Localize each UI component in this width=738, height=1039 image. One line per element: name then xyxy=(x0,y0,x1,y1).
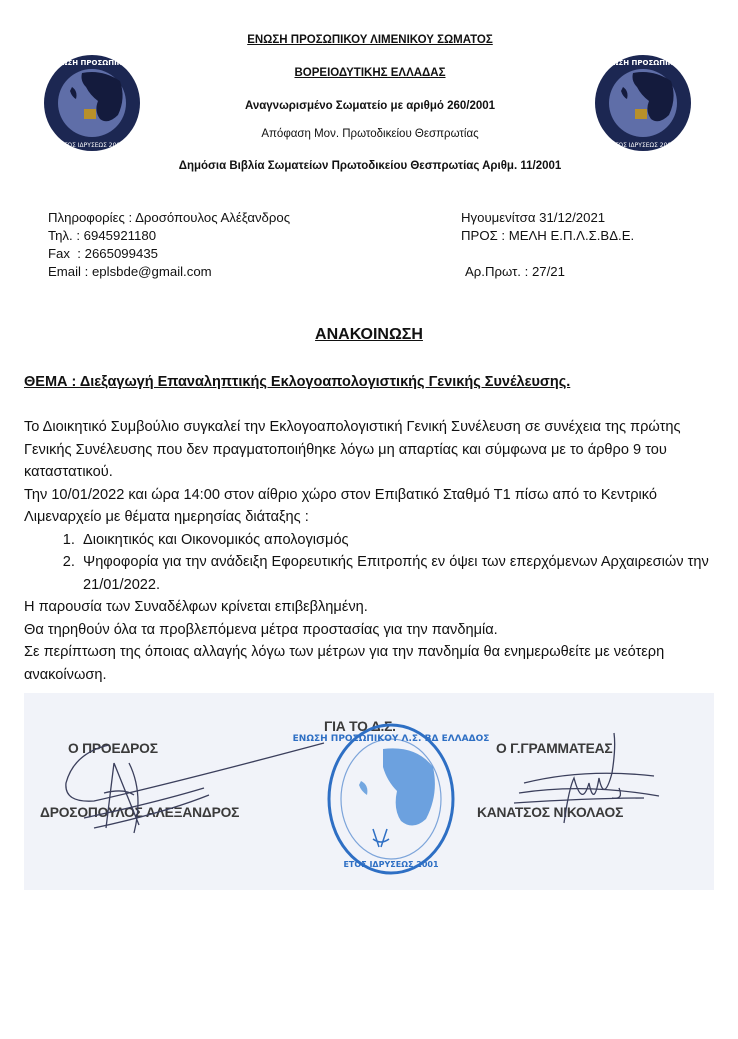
stamp-top-text: ΕΝΩΣΗ ΠΡΟΣΩΠΙΚΟΥ Λ.Σ. ΒΔ ΕΛΛΑΔΟΣ xyxy=(292,734,490,744)
contact-block xyxy=(48,209,290,281)
union-stamp-icon xyxy=(292,719,490,879)
registration-line: Αναγνωρισμένο Σωματείο με αριθμό 260/2001 xyxy=(244,100,496,112)
recipient: ΠΡΟΣ : ΜΕΛΗ Ε.Π.Λ.Σ.ΒΔ.Ε. xyxy=(461,228,635,243)
place-date: Ηγουμενίτσα 31/12/2021 xyxy=(461,210,606,225)
svg-text:ΕΝΩΣΗ ΠΡΟΣΩΠΙΚΟΥ: ΕΝΩΣΗ ΠΡΟΣΩΠΙΚΟΥ xyxy=(50,59,134,67)
agenda-item: 1. Διοικητικός και Οικονομικός απολογισμός xyxy=(79,529,724,552)
secretary-title: Ο Γ.ΓΡΑΜΜΑΤΕΑΣ xyxy=(496,741,613,756)
body-paragraph: Το Διοικητικό Συμβούλιο συγκαλεί την Εκλογοαπολογιστική Γενική Συνέλευση σε συνέχεια της πρώτης Γενικής Συνέλευσης που δεν πραγματοποιήθηκε λόγω μη απαρτίας και σύμφωνα με το άρθρο 9 του καταστατικού. xyxy=(24,419,681,480)
secretary-name: ΚΑΝΑΤΣΟΣ ΝΙΚΟΛΑΟΣ xyxy=(477,805,624,820)
union-logo-left-icon xyxy=(42,53,142,153)
signature-block xyxy=(24,693,714,890)
org-region: ΒΟΡΕΙΟΔΥΤΙΚΗΣ ΕΛΛΑΔΑΣ xyxy=(294,67,446,79)
union-logo-right-icon xyxy=(593,53,693,153)
stamp-bottom-text: ΕΤΟΣ ΙΔΡΥΣΕΩΣ 2001 xyxy=(343,860,439,869)
contact-person: Πληροφορίες : Δροσόπουλος Αλέξανδρος xyxy=(48,210,291,225)
svg-text:ΕΝΩΣΗ ΠΡΟΣΩΠΙΚΟΥ: ΕΝΩΣΗ ΠΡΟΣΩΠΙΚΟΥ xyxy=(601,59,685,67)
svg-text:ΕΤΟΣ ΙΔΡΥΣΕΩΣ 2001: ΕΤΟΣ ΙΔΡΥΣΕΩΣ 2001 xyxy=(59,142,125,149)
announcement-body xyxy=(24,416,724,686)
body-paragraph: Η παρουσία των Συναδέλφων κρίνεται επιβεβλημένη. xyxy=(24,599,368,615)
agenda-list xyxy=(24,529,724,597)
contact-fax: Fax : 2665099435 xyxy=(48,246,158,261)
contact-email: Email : eplsbde@gmail.com xyxy=(48,264,212,279)
for-board-label: ΓΙΑ ΤΟ Δ.Σ. xyxy=(324,719,396,734)
agenda-item: 2. Ψηφοφορία για την ανάδειξη Εφορευτικής Επιτροπής εν όψει των επερχόμενων Αρχαιρεσιών την 21/01/2022. xyxy=(79,551,724,596)
president-signature-icon xyxy=(54,733,354,843)
announcement-subject: ΘΕΜΑ : Διεξαγωγή Επαναληπτικής Εκλογοαπολογιστικής Γενικής Συνέλευσης. xyxy=(24,374,571,390)
protocol-number: Αρ.Πρωτ. : 27/21 xyxy=(465,264,565,279)
svg-text:ΕΤΟΣ ΙΔΡΥΣΕΩΣ 2001: ΕΤΟΣ ΙΔΡΥΣΕΩΣ 2001 xyxy=(610,142,676,149)
org-name: ΕΝΩΣΗ ΠΡΟΣΩΠΙΚΟΥ ΛΙΜΕΝΙΚΟΥ ΣΩΜΑΤΟΣ xyxy=(247,34,493,46)
public-registry-line: Δημόσια Βιβλία Σωματείων Πρωτοδικείου Θεσπρωτίας Αριθμ. 11/2001 xyxy=(178,160,562,172)
secretary-signature-icon xyxy=(504,728,674,838)
contact-phone: Τηλ. : 6945921180 xyxy=(48,228,157,243)
president-title: Ο ΠΡΟΕΔΡΟΣ xyxy=(68,741,158,756)
president-name: ΔΡΟΣΟΠΟΥΛΟΣ ΑΛΕΞΑΝΔΡΟΣ xyxy=(40,805,240,820)
body-paragraph: Θα τηρηθούν όλα τα προβλεπόμενα μέτρα προστασίας για την πανδημία. xyxy=(24,621,498,638)
body-paragraph: Την 10/01/2022 και ώρα 14:00 στον αίθριο χώρο στον Επιβατικό Σταθμό Τ1 πίσω από το Κεντρικό Λιμεναρχείο με θέματα ημερησίας διάταξης : xyxy=(24,486,657,525)
body-paragraph: Σε περίπτωση της όποιας αλλαγής λόγω των μέτρων για την πανδημία θα ενημερωθείτε με νεότερη ανακοίνωση. xyxy=(24,644,665,683)
meta-block xyxy=(461,209,634,245)
court-decision-line: Απόφαση Μον. Πρωτοδικείου Θεσπρωτίας xyxy=(261,128,479,140)
announcement-title: ΑΝΑΚΟΙΝΩΣΗ xyxy=(315,326,423,343)
